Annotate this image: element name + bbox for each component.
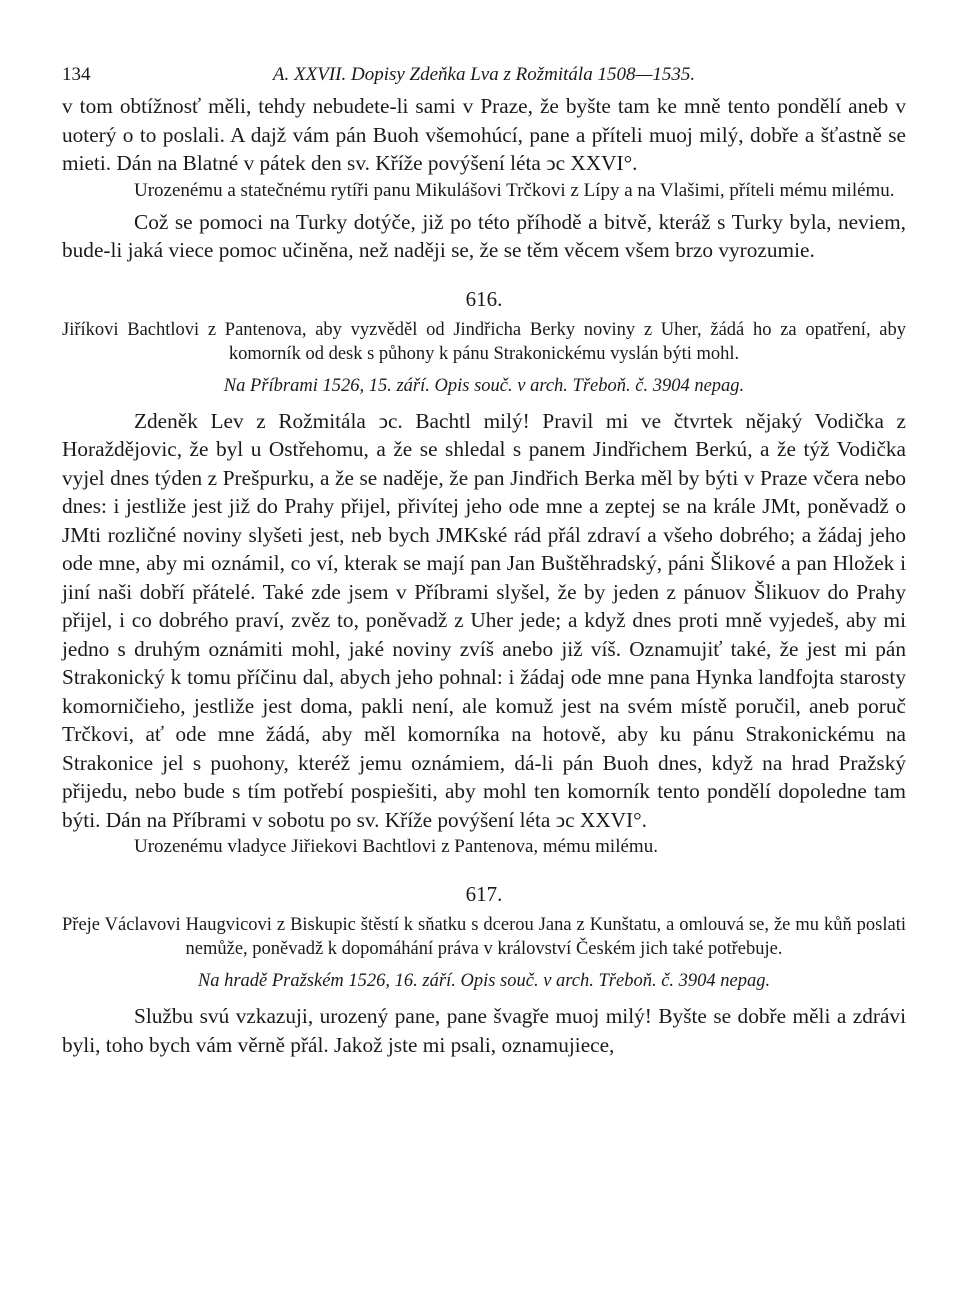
document-regest: Jiříkovi Bachtlovi z Pantenova, aby vyzvěděl od Jindřicha Berky noviny z Uher, žádá ho za opatření, aby komorník od desk s půhony k pánu Strakonickému vyslán býti mohl. [62, 319, 906, 364]
document-source: Na hradě Pražském 1526, 16. září. Opis souč. v arch. Třeboň. č. 3904 nepag. [197, 971, 771, 991]
letter-body: v tom obtížnosť měli, tehdy nebudete-li sami v Praze, že byšte tam ke mně tento pondělí aneb v uoterý o to poslali. A dajž vám pán Buoh všemohúcí, pane a příteli muoj milý, dobře a šťastně se mieti. Dán na Blatné v pátek den sv. Kříže povýšení léta ↄc XXVI°. [62, 94, 906, 175]
document-regest: Přeje Václavovi Haugvicovi z Biskupic štěstí k sňatku s dcerou Jana z Kunštatu, a omlouvá se, že mu kůň poslati nemůže, poněvadž k dopomáhání práva v království Českém jich také potřebuje. [62, 915, 906, 959]
letter-body: Službu svú vzkazuji, urozený pane, pane švagře muoj milý! Byšte se dobře měli a zdrávi byli, toho bych vám věrně přál. Jakož jste mi psali, oznamujiece, [62, 1004, 906, 1057]
book-page [62, 58, 906, 1059]
document-number: 616. [465, 286, 503, 311]
previous-letter-continuation [62, 92, 906, 265]
letter-body: Zdeněk Lev z Rožmitála ↄc. Bachtl milý! Pravil mi ve čtvrtek nějaký Vodička z Horaždějovic, že byl u Ostřehomu, a že se shledal s panem Jindřichem Berkú, a že týž Vodička vyjel dnes týden z Prešpurku, a že se naděje, že pan Jindřich Berka měl by býti v Praze včera nebo dnes: i jestliže jest již do Prahy přijel, přivítej jeho ode mne a zeptej se na krále JMt, poněvadž o JMti rozličné noviny slyšeti jest, neb bych JMKské rád přál zdraví a všeho dobrého; a žádaj jeho ode mne, aby mi oznámil, co ví, kterak se mají pan Jan Buštěhradský, páni Šlikové a pan Hložek i jiní naši dobří přátelé. Také zde jsem v Příbrami slyšel, že by jeden z pánuov Šlikuov do Prahy přijel, i co dobrého praví, zvěz to, poněvadž z Uher jede; a když dnes proti mně vyjedeš, aby mi jedno s druhým oznámiti mohl, jaké noviny zvíš anebo již víš. Oznamujiť také, že jest mi pán Strakonický k tomu příčinu dal, abych jeho pohnal: i žádaj ode mne pana Hynka landfojta starosty komorničieho, jestliže jest doma, pakli není, ale komuž jest na svém místě poručil, aneb poruč Trčkovi, ať ode mne žádá, aby měl komorníka na hotově, aby ku pánu Strakonickému na Strakonice jel s puohony, kteréž jemu oznámiem, dá-li pán Buoh dnes, když na hrad Pražský přijedu, nebo bude s tím potřebí pospiešiti, aby mohl ten komorník tento pondělí dopoledne tam býti. Dán na Příbrami v sobotu po sv. Kříže povýšení léta ↄc XXVI°. [62, 408, 906, 832]
letter-address: Urozenému vladyce Jiřiekovi Bachtlovi z Pantenova, mému milému. [134, 836, 658, 857]
page-header [62, 58, 906, 92]
document-source: Na Příbrami 1526, 15. září. Opis souč. v arch. Třeboň. č. 3904 nepag. [223, 375, 745, 396]
document-616 [62, 287, 906, 861]
page-number: 134 [62, 64, 91, 85]
letter-address: Urozenému a statečnému rytíři panu Mikulášovi Trčkovi z Lípy a na Vlašimi, příteli mému milému. [134, 179, 895, 201]
letter-postscript: Což se pomoci na Turky dotýče, již po této příhodě a bitvě, kteráž s Turky byla, neviem, bude-li jaká viece pomoc učiněna, než naději se, že se těm věcem všem brzo vyrozumie. [62, 209, 906, 262]
document-number: 617. [465, 882, 503, 906]
running-title: A. XXVII. Dopisy Zdeňka Lva z Rožmitála 1508—1535. [272, 64, 696, 85]
document-617 [62, 882, 906, 1059]
